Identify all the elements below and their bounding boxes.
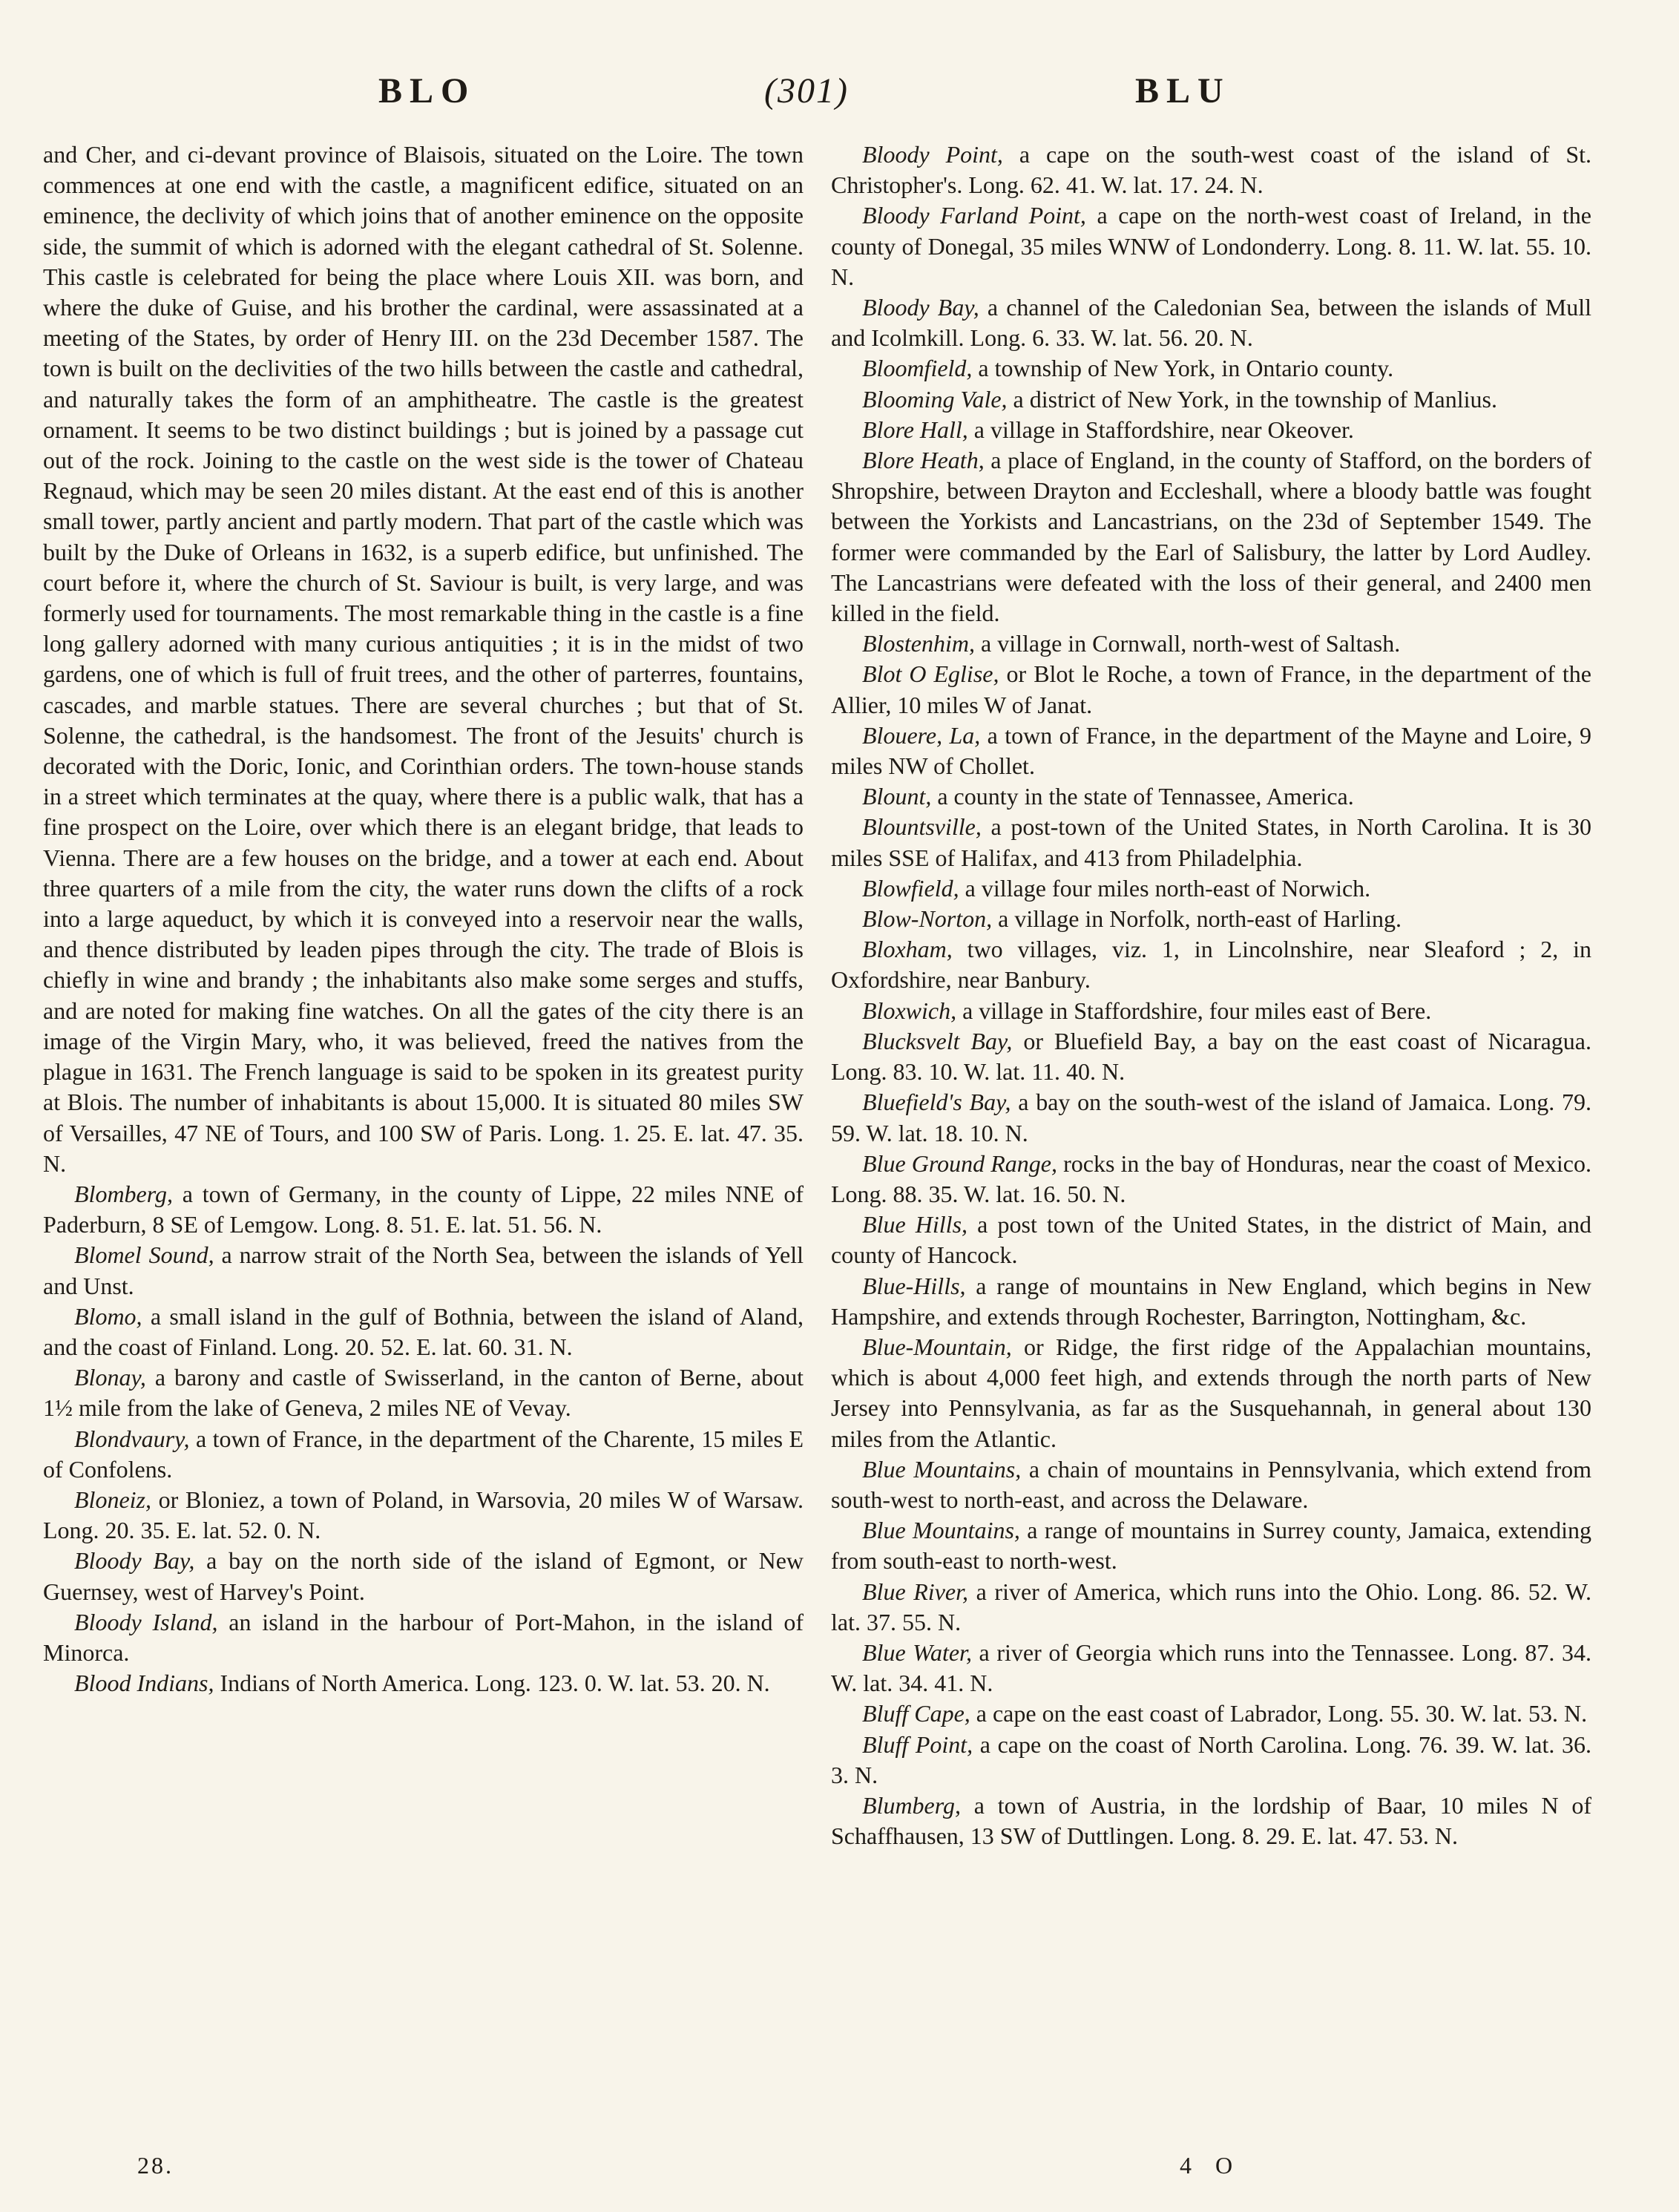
- entry-text: a town of Austria, in the lordship of Baar, 10 miles N of Schaffhausen, 13 SW of Duttlingen. Long. 8. 29. E. lat. 47. 53. N.: [831, 1791, 1591, 1850]
- entry-headword: Bloody Point,: [862, 141, 1003, 168]
- continued-entry: [43, 140, 804, 1179]
- gazetteer-entry: [831, 1699, 1591, 1729]
- entry-headword: Bluff Point,: [862, 1730, 973, 1758]
- gazetteer-entry: [831, 996, 1591, 1026]
- gazetteer-entry: [831, 353, 1591, 384]
- entry-text: an island in the harbour of Port-Mahon, in the island of Minorca.: [43, 1608, 804, 1666]
- entry-text: a township of New York, in Ontario county.: [972, 355, 1394, 382]
- entry-text: a town of France, in the department of the Mayne and Loire, 9 miles NW of Chollet.: [831, 721, 1592, 780]
- entry-headword: Blue Water,: [862, 1638, 972, 1666]
- entry-headword: Blount,: [862, 783, 932, 810]
- entry-text: a district of New York, in the township of Manlius.: [1007, 385, 1497, 413]
- page-number: (301): [764, 71, 849, 111]
- entry-headword: Blomel Sound,: [74, 1241, 214, 1269]
- entry-text: a bay on the north side of the island of Egmont, or New Guernsey, west of Harvey's Point.: [43, 1547, 804, 1605]
- entry-text: or Blot le Roche, a town of France, in the department of the Allier, 10 miles W of Janat.: [831, 660, 1592, 718]
- entry-text: a village four miles north-east of Norwich.: [959, 874, 1371, 902]
- entry-text: a cape on the south-west coast of the island of St. Christopher's. Long. 62. 41. W. lat. 17. 24. N.: [831, 141, 1592, 199]
- gazetteer-entry: [831, 1730, 1591, 1791]
- gazetteer-entry: [831, 904, 1591, 934]
- entry-text: a village in Staffordshire, near Okeover.: [967, 416, 1354, 443]
- entry-headword: Blood Indians,: [74, 1670, 214, 1697]
- gazetteer-entry: [831, 659, 1591, 720]
- gazetteer-entry: [43, 1607, 804, 1668]
- gazetteer-entry: [43, 1424, 804, 1485]
- entry-headword: Blostenhim,: [862, 630, 975, 657]
- entry-headword: Blomo,: [74, 1302, 142, 1330]
- gazetteer-entry: [831, 781, 1591, 812]
- gazetteer-entry: [831, 140, 1591, 200]
- entry-text: a narrow strait of the North Sea, between the islands of Yell and Unst.: [43, 1241, 804, 1299]
- gazetteer-entry: [831, 1210, 1591, 1270]
- gazetteer-entry: [831, 1087, 1591, 1148]
- entry-headword: Bluefield's Bay,: [862, 1089, 1011, 1116]
- entry-headword: Bloody Bay,: [862, 294, 979, 321]
- entry-text: a village in Norfolk, north-east of Harling.: [992, 905, 1402, 933]
- entry-headword: Blucksvelt Bay,: [862, 1027, 1013, 1054]
- right-column: [831, 140, 1591, 1851]
- entry-text: a cape on the north-west coast of Ireland, in the county of Donegal, 35 miles WNW of Londonderry. Long. 8. 11. W. lat. 55. 10. N.: [831, 202, 1591, 290]
- entry-headword: Blot O Eglise,: [862, 660, 999, 688]
- entry-headword: Bloxham,: [862, 936, 953, 963]
- entry-text: or Ridge, the first ridge of the Appalachian mountains, which is about 4,000 feet high, and extends through the north parts of New Jersey into Pennsylvania, as far as the Susquehannah, in general about 130 miles from the Atlantic.: [831, 1333, 1591, 1452]
- gazetteer-entry: [43, 1485, 804, 1546]
- gazetteer-entry: [831, 812, 1591, 873]
- gazetteer-entry: [831, 384, 1591, 415]
- entry-text: and Cher, and ci-devant province of Blaisois, situated on the Loire. The town commences at one end with the castle, a magnificent edifice, situated on an eminence, the declivity of which joins that of another eminence on the opposite side, the summit of which is adorned with the elegant cathedral of St. Solenne. This castle is celebrated for being the place where Louis XII. was born, and where the duke of Guise, and his brother the cardinal, were assassinated at a meeting of the States, by order of Henry III. on the 23d December 1587. The town is built on the declivities of the two hills between the castle and cathedral, and naturally takes the form of an amphitheatre. The castle is the greatest ornament. It seems to be two distinct buildings ; but is joined by a passage cut out of the rock. Joining to the castle on the west side is the tower of Chateau Regnaud, which may be seen 20 miles distant. At the east end of this is another small tower, partly ancient and partly modern. That part of the castle which was built by the Duke of Orleans in 1632, is a superb edifice, but unfinished. The court before it, where the church of St. Saviour is built, is very large, and was formerly used for tournaments. The most remarkable thing in the castle is a fine long gallery adorned with many curious antiquities ; it is in the midst of two gardens, one of which is full of fruit trees, and the other of parterres, fountains, cascades, and marble statues. There are several churches ; but that of St. Solenne, the cathedral, is the handsomest. The front of the Jesuits' church is decorated with the Doric, Ionic, and Corinthian orders. The town-house stands in a street which terminates at the quay, where there is a public walk, that has a fine prospect on the Loire, over which there is an elegant bridge, that leads to Vienna. There are a few houses on the bridge, and a tower at each end. About three quarters of a mile from the city, the water runs down the clifts of a rock into a large aqueduct, by which it is conveyed into a reservoir near the walls, and thence distributed by leaden pipes through the city. The trade of Blois is chiefly in wine and brandy ; the inhabitants also make some serges and stuffs, and are noted for making fine watches. On all the gates of the city there is an image of the Virgin Mary, who, it was believed, freed the natives from the plague in 1631. The French language is said to be spoken in its greatest purity at Blois. The number of inhabitants is about 15,000. It is situated 80 miles SW of Versailles, 47 NE of Tours, and 100 SW of Paris. Long. 1. 25. E. lat. 47. 35. N.: [43, 141, 804, 1177]
- gazetteer-entry: [831, 1638, 1591, 1699]
- signature-mark: 28.: [137, 2152, 174, 2179]
- entry-headword: Blue River,: [862, 1578, 968, 1605]
- entry-text: a river of Georgia which runs into the Tennassee. Long. 87. 34. W. lat. 34. 41. N.: [831, 1638, 1592, 1697]
- gazetteer-entry: [831, 292, 1591, 353]
- gazetteer-entry: [831, 200, 1591, 292]
- gazetteer-entry: [43, 1362, 804, 1423]
- entry-headword: Blore Hall,: [862, 416, 968, 443]
- entry-headword: Bloody Island,: [74, 1608, 218, 1635]
- entry-headword: Blue Mountains,: [862, 1455, 1022, 1483]
- gazetteer-entry: [831, 1149, 1591, 1210]
- left-column: [43, 140, 804, 1699]
- gazetteer-entry: [43, 1668, 804, 1699]
- entry-text: a range of mountains in Surrey county, Jamaica, extending from south-east to north-west.: [831, 1517, 1592, 1575]
- entry-headword: Blue Ground Range,: [862, 1149, 1057, 1177]
- entry-text: a small island in the gulf of Bothnia, between the island of Aland, and the coast of Finland. Long. 20. 52. E. lat. 60. 31. N.: [43, 1302, 804, 1360]
- gazetteer-entry: [831, 415, 1591, 445]
- gazetteer-entry: [831, 721, 1591, 781]
- entry-headword: Bloxwich,: [862, 997, 957, 1024]
- entry-headword: Blue Hills,: [862, 1211, 968, 1238]
- entry-headword: Bloody Farland Point,: [862, 202, 1086, 229]
- gazetteer-entry: [43, 1302, 804, 1362]
- entry-text: a town of Germany, in the county of Lippe, 22 miles NNE of Paderburn, 8 SE of Lemgow. Long. 8. 51. E. lat. 51. 56. N.: [43, 1180, 804, 1238]
- entry-headword: Blouere, La,: [862, 721, 981, 749]
- entry-text: two villages, viz. 1, in Lincolnshire, near Sleaford ; 2, in Oxfordshire, near Banbury.: [831, 936, 1591, 994]
- running-head-right: BLU: [1135, 71, 1231, 111]
- entry-headword: Bluff Cape,: [862, 1700, 970, 1727]
- entry-text: a county in the state of Tennassee, America.: [931, 783, 1354, 810]
- entry-text: or Bloniez, a town of Poland, in Warsovia, 20 miles W of Warsaw. Long. 20. 35. E. lat. 52. 0. N.: [43, 1486, 804, 1544]
- entry-text: a village in Cornwall, north-west of Saltash.: [974, 630, 1401, 657]
- entry-headword: Blondvaury,: [74, 1425, 190, 1452]
- entry-headword: Blumberg,: [862, 1791, 962, 1819]
- gazetteer-entry: [831, 1791, 1591, 1851]
- entry-text: a cape on the east coast of Labrador, Long. 55. 30. W. lat. 53. N.: [970, 1700, 1588, 1727]
- entry-headword: Blonay,: [74, 1364, 146, 1391]
- gazetteer-entry: [43, 1179, 804, 1240]
- gazetteer-entry: [831, 934, 1591, 995]
- entry-text: rocks in the bay of Honduras, near the coast of Mexico. Long. 88. 35. W. lat. 16. 50. N.: [831, 1149, 1592, 1207]
- entry-text: a village in Staffordshire, four miles east of Bere.: [956, 997, 1432, 1024]
- entry-headword: Blow-Norton,: [862, 905, 993, 933]
- gazetteer-entry: [831, 873, 1591, 904]
- gazetteer-entry: [831, 1577, 1591, 1638]
- entry-headword: Bloomfield,: [862, 355, 973, 382]
- running-head-left: BLO: [378, 71, 476, 111]
- entry-text: Indians of North America. Long. 123. 0. W. lat. 53. 20. N.: [214, 1670, 770, 1697]
- entry-text: a place of England, in the county of Stafford, on the borders of Shropshire, between Drayton and Eccleshall, where a bloody battle was fought between the Yorkists and Lancastrians, on the 23d of September 1549. The former were commanded by the Earl of Salisbury, the latter by Lord Audley. The Lancastrians were defeated with the loss of their general, and 2400 men killed in the field.: [831, 447, 1592, 627]
- entry-text: a barony and castle of Swisserland, in the canton of Berne, about 1½ mile from the lake of Geneva, 2 miles NE of Vevay.: [43, 1364, 804, 1422]
- gazetteer-entry: [831, 1515, 1591, 1576]
- page-header: [0, 70, 1679, 122]
- entry-text: a post-town of the United States, in North Carolina. It is 30 miles SSE of Halifax, and 413 from Philadelphia.: [831, 813, 1591, 871]
- gazetteer-entry: [43, 1546, 804, 1607]
- catchword: 4 O: [1180, 2152, 1242, 2179]
- entry-headword: Blooming Vale,: [862, 385, 1008, 413]
- entry-headword: Blomberg,: [74, 1180, 174, 1207]
- entry-text: a chain of mountains in Pennsylvania, which extend from south-west to north-east, and across the Delaware.: [831, 1455, 1592, 1513]
- entry-headword: Blountsville,: [862, 813, 982, 841]
- gazetteer-entry: [831, 1454, 1591, 1515]
- gazetteer-entry: [831, 445, 1591, 629]
- entry-headword: Blue Mountains,: [862, 1517, 1020, 1544]
- entry-headword: Blue-Hills,: [862, 1272, 966, 1299]
- entry-headword: Blore Heath,: [862, 447, 985, 474]
- entry-text: a town of France, in the department of the Charente, 15 miles E of Confolens.: [43, 1425, 804, 1483]
- entry-text: a post town of the United States, in the district of Main, and county of Hancock.: [831, 1211, 1592, 1269]
- entry-text: a cape on the coast of North Carolina. Long. 76. 39. W. lat. 36. 3. N.: [831, 1730, 1592, 1788]
- entry-headword: Bloody Bay,: [74, 1547, 195, 1575]
- entry-text: a channel of the Caledonian Sea, between the islands of Mull and Icolmkill. Long. 6. 33. W. lat. 56. 20. N.: [831, 294, 1591, 352]
- gazetteer-entry: [831, 1026, 1591, 1087]
- gazetteer-entry: [831, 1332, 1591, 1454]
- entry-headword: Bloneiz,: [74, 1486, 151, 1513]
- entry-headword: Blue-Mountain,: [862, 1333, 1012, 1360]
- entry-headword: Blowfield,: [862, 874, 959, 902]
- entry-text: or Bluefield Bay, a bay on the east coast of Nicaragua. Long. 83. 10. W. lat. 11. 40. N.: [831, 1027, 1592, 1086]
- gazetteer-entry: [831, 1271, 1591, 1332]
- gazetteer-entry: [43, 1240, 804, 1301]
- entry-text: a bay on the south-west of the island of Jamaica. Long. 79. 59. W. lat. 18. 10. N.: [831, 1089, 1592, 1146]
- entry-text: a range of mountains in New England, which begins in New Hampshire, and extends through Rochester, Barrington, Nottingham, &c.: [831, 1272, 1591, 1330]
- gazetteer-entry: [831, 629, 1591, 659]
- entry-text: a river of America, which runs into the Ohio. Long. 86. 52. W. lat. 37. 55. N.: [831, 1578, 1591, 1635]
